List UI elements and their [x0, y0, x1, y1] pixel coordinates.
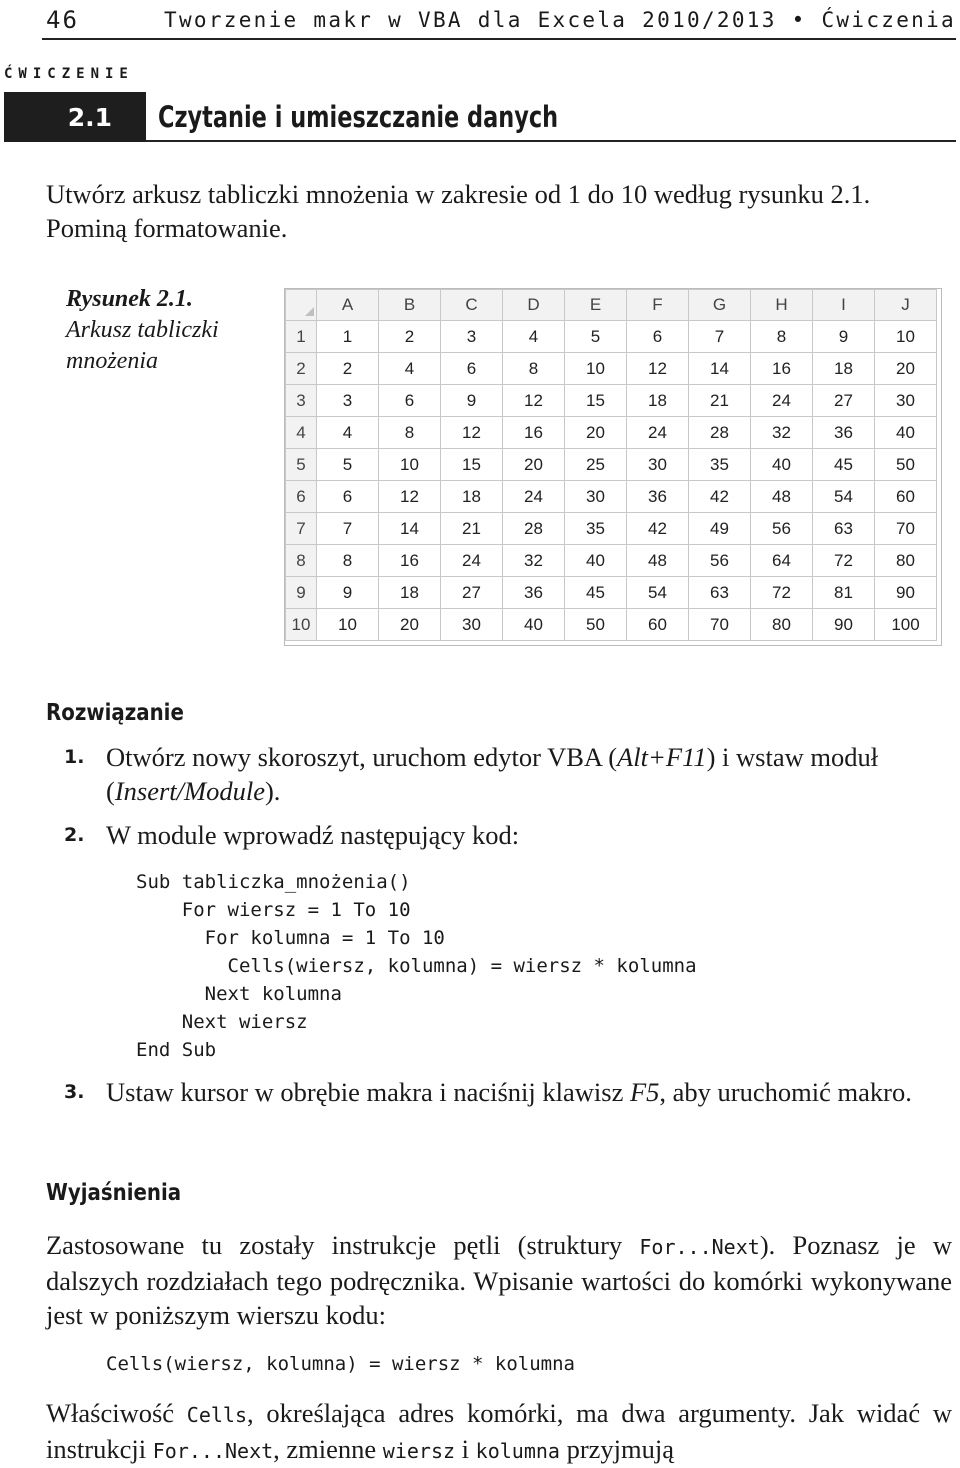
column-header[interactable]: F — [627, 290, 689, 321]
table-cell[interactable]: 27 — [441, 577, 503, 609]
table-cell[interactable]: 70 — [875, 513, 937, 545]
menu-path: Insert/Module — [114, 776, 265, 806]
table-cell[interactable]: 42 — [689, 481, 751, 513]
table-cell[interactable]: 63 — [813, 513, 875, 545]
solution-heading: Rozwiązanie — [46, 700, 184, 726]
table-cell[interactable]: 25 — [565, 449, 627, 481]
table-cell[interactable]: 8 — [751, 321, 813, 353]
table-cell[interactable]: 36 — [627, 481, 689, 513]
solution-step-3 — [64, 1075, 924, 1145]
table-cell[interactable]: 12 — [379, 481, 441, 513]
table-cell[interactable]: 90 — [875, 577, 937, 609]
column-header[interactable]: J — [875, 290, 937, 321]
row-header[interactable]: 6 — [286, 481, 317, 513]
table-cell[interactable]: 21 — [441, 513, 503, 545]
table-cell[interactable]: 30 — [627, 449, 689, 481]
table-cell[interactable]: 15 — [565, 385, 627, 417]
table-cell[interactable]: 12 — [441, 417, 503, 449]
shortcut-key: Alt+F11 — [617, 742, 707, 772]
table-cell[interactable]: 20 — [565, 417, 627, 449]
column-header[interactable]: B — [379, 290, 441, 321]
table-cell[interactable]: 4 — [503, 321, 565, 353]
inline-code: Cells — [186, 1403, 248, 1427]
row-header[interactable]: 9 — [286, 577, 317, 609]
code-block: Sub tabliczka_mnożenia() For wiersz = 1 To 10 For kolumna = 1 To 10 Cells(wiersz, kolumna) = wiersz * kolumna Next kolumna Next wiersz End Sub — [136, 871, 697, 1061]
column-header[interactable]: A — [317, 290, 379, 321]
row-header[interactable]: 10 — [286, 609, 317, 641]
table-cell[interactable]: 8 — [379, 417, 441, 449]
table-cell[interactable]: 6 — [379, 385, 441, 417]
page-number: 46 — [46, 6, 79, 34]
column-header[interactable]: C — [441, 290, 503, 321]
table-cell[interactable]: 30 — [441, 609, 503, 641]
table-cell[interactable]: 1 — [317, 321, 379, 353]
table-cell[interactable]: 7 — [689, 321, 751, 353]
table-cell[interactable]: 18 — [627, 385, 689, 417]
explanation-heading: Wyjaśnienia — [46, 1180, 182, 1206]
inline-code: kolumna — [475, 1439, 560, 1463]
table-cell[interactable]: 12 — [627, 353, 689, 385]
table-cell[interactable]: 12 — [503, 385, 565, 417]
table-cell[interactable]: 40 — [565, 545, 627, 577]
table-cell[interactable]: 64 — [751, 545, 813, 577]
table-cell[interactable]: 18 — [813, 353, 875, 385]
table-cell[interactable]: 2 — [317, 353, 379, 385]
table-cell[interactable]: 30 — [565, 481, 627, 513]
running-title: Tworzenie makr w VBA dla Excela 2010/2013 • Ćwiczenia — [164, 8, 956, 32]
table-cell[interactable]: 90 — [813, 609, 875, 641]
row-header[interactable]: 1 — [286, 321, 317, 353]
column-header[interactable]: E — [565, 290, 627, 321]
table-cell[interactable]: 14 — [689, 353, 751, 385]
table-cell[interactable]: 72 — [813, 545, 875, 577]
table-cell[interactable]: 18 — [441, 481, 503, 513]
inline-code: wiersz — [382, 1439, 456, 1463]
table-cell[interactable]: 8 — [503, 353, 565, 385]
table-cell[interactable]: 56 — [751, 513, 813, 545]
table-cell[interactable]: 9 — [441, 385, 503, 417]
table-cell[interactable]: 80 — [875, 545, 937, 577]
figure-label: Rysunek 2.1. — [66, 286, 193, 312]
table-cell[interactable]: 6 — [441, 353, 503, 385]
table-cell[interactable]: 5 — [565, 321, 627, 353]
table-cell[interactable]: 60 — [627, 609, 689, 641]
table-cell[interactable]: 6 — [627, 321, 689, 353]
table-cell[interactable]: 21 — [689, 385, 751, 417]
table-cell[interactable]: 81 — [813, 577, 875, 609]
table-cell[interactable]: 24 — [627, 417, 689, 449]
table-cell[interactable]: 48 — [627, 545, 689, 577]
table-cell[interactable]: 16 — [503, 417, 565, 449]
table-cell[interactable]: 15 — [441, 449, 503, 481]
table-cell[interactable]: 72 — [751, 577, 813, 609]
column-header[interactable]: H — [751, 290, 813, 321]
table-cell[interactable]: 35 — [689, 449, 751, 481]
table-cell[interactable]: 10 — [875, 321, 937, 353]
table-cell[interactable]: 63 — [689, 577, 751, 609]
table-cell[interactable]: 16 — [751, 353, 813, 385]
table-cell[interactable]: 24 — [441, 545, 503, 577]
step-number: 1. — [64, 746, 85, 768]
row-header[interactable]: 7 — [286, 513, 317, 545]
table-cell[interactable]: 36 — [503, 577, 565, 609]
inline-code: For...Next — [152, 1439, 274, 1463]
table-cell[interactable]: 24 — [503, 481, 565, 513]
table-cell[interactable]: 10 — [317, 609, 379, 641]
table-cell[interactable]: 50 — [565, 609, 627, 641]
code-line: Cells(wiersz, kolumna) = wiersz * kolumna — [106, 1353, 575, 1375]
table-cell[interactable]: 56 — [689, 545, 751, 577]
table-cell[interactable]: 100 — [875, 609, 937, 641]
task-text: Utwórz arkusz tabliczki mnożenia w zakresie od 1 do 10 według rysunku 2.1. Pominą formatowanie. — [46, 179, 871, 243]
table-cell[interactable]: 45 — [813, 449, 875, 481]
table-cell[interactable]: 45 — [565, 577, 627, 609]
table-cell[interactable]: 10 — [379, 449, 441, 481]
table-cell[interactable]: 16 — [379, 545, 441, 577]
table-cell[interactable]: 80 — [751, 609, 813, 641]
table-cell[interactable]: 7 — [317, 513, 379, 545]
row-header[interactable]: 4 — [286, 417, 317, 449]
table-cell[interactable]: 32 — [503, 545, 565, 577]
table-cell[interactable]: 54 — [813, 481, 875, 513]
table-cell[interactable]: 30 — [875, 385, 937, 417]
table-cell[interactable]: 3 — [317, 385, 379, 417]
row-header[interactable]: 5 — [286, 449, 317, 481]
table-cell[interactable]: 40 — [751, 449, 813, 481]
step-number: 3. — [64, 1081, 85, 1103]
shortcut-key: F5 — [629, 1077, 660, 1107]
table-cell[interactable]: 9 — [317, 577, 379, 609]
table-cell[interactable]: 8 — [317, 545, 379, 577]
step-text: Ustaw kursor w obrębie makra i naciśnij klawisz F5, aby uruchomić makro. — [106, 1077, 912, 1107]
exercise-number: 2.1 — [4, 92, 146, 142]
row-header[interactable]: 3 — [286, 385, 317, 417]
table-cell[interactable]: 40 — [503, 609, 565, 641]
table-cell[interactable]: 42 — [627, 513, 689, 545]
table-cell[interactable]: 49 — [689, 513, 751, 545]
table-cell[interactable]: 6 — [317, 481, 379, 513]
table-cell[interactable]: 20 — [503, 449, 565, 481]
explanation-paragraph-2: Właściwość Cells, określająca adres komórki, ma dwa argumenty. Jak widać w instrukcji For...Next, zmienne wiersz i kolumna przyjmują — [46, 1398, 952, 1464]
exercise-title: Czytanie i umieszczanie danych — [158, 100, 559, 134]
table-cell[interactable]: 2 — [379, 321, 441, 353]
table-cell[interactable]: 14 — [379, 513, 441, 545]
exercise-title-bar — [4, 92, 956, 142]
step-text: W module wprowadź następujący kod: — [106, 820, 520, 850]
figure-description: Arkusz tabliczki mnożenia — [66, 317, 219, 374]
table-cell[interactable]: 5 — [317, 449, 379, 481]
table-cell[interactable]: 18 — [379, 577, 441, 609]
table-cell[interactable]: 28 — [503, 513, 565, 545]
column-header[interactable]: I — [813, 290, 875, 321]
exercise-title-rule — [146, 140, 956, 142]
table-cell[interactable]: 20 — [379, 609, 441, 641]
table-cell[interactable]: 60 — [875, 481, 937, 513]
row-header[interactable]: 2 — [286, 353, 317, 385]
column-header[interactable]: D — [503, 290, 565, 321]
step-number: 2. — [64, 824, 85, 846]
table-cell[interactable]: 3 — [441, 321, 503, 353]
explanation-paragraph: Zastosowane tu zostały instrukcje pętli (struktury For...Next). Poznasz je w dalszych rozdziałach tego podręcznika. Wpisanie wartości do komórki wykonywane jest w poniższym wierszu kodu: — [46, 1230, 952, 1330]
column-header[interactable]: G — [689, 290, 751, 321]
table-cell[interactable]: 27 — [813, 385, 875, 417]
solution-step-2 — [64, 818, 924, 852]
table-cell[interactable]: 32 — [751, 417, 813, 449]
table-cell[interactable]: 4 — [379, 353, 441, 385]
table-cell[interactable]: 24 — [751, 385, 813, 417]
spreadsheet-figure — [284, 288, 942, 646]
table-cell[interactable]: 70 — [689, 609, 751, 641]
table-cell[interactable]: 28 — [689, 417, 751, 449]
table-cell[interactable]: 48 — [751, 481, 813, 513]
step-text: Otwórz nowy skoroszyt, uruchom edytor VBA (Alt+F11) i wstaw moduł (Insert/Module). — [106, 742, 879, 806]
table-cell[interactable]: 35 — [565, 513, 627, 545]
table-cell[interactable]: 54 — [627, 577, 689, 609]
solution-step-1 — [64, 740, 924, 810]
table-cell[interactable]: 20 — [875, 353, 937, 385]
multiplication-table — [285, 289, 937, 641]
table-cell[interactable]: 40 — [875, 417, 937, 449]
select-all-corner[interactable] — [286, 290, 317, 321]
figure-caption — [66, 284, 266, 377]
page-header — [42, 4, 956, 40]
table-cell[interactable]: 4 — [317, 417, 379, 449]
table-cell[interactable]: 10 — [565, 353, 627, 385]
table-cell[interactable]: 36 — [813, 417, 875, 449]
row-header[interactable]: 8 — [286, 545, 317, 577]
table-cell[interactable]: 9 — [813, 321, 875, 353]
exercise-label: ĆWICZENIE — [4, 66, 134, 82]
inline-code: For...Next — [639, 1235, 760, 1259]
table-cell[interactable]: 50 — [875, 449, 937, 481]
